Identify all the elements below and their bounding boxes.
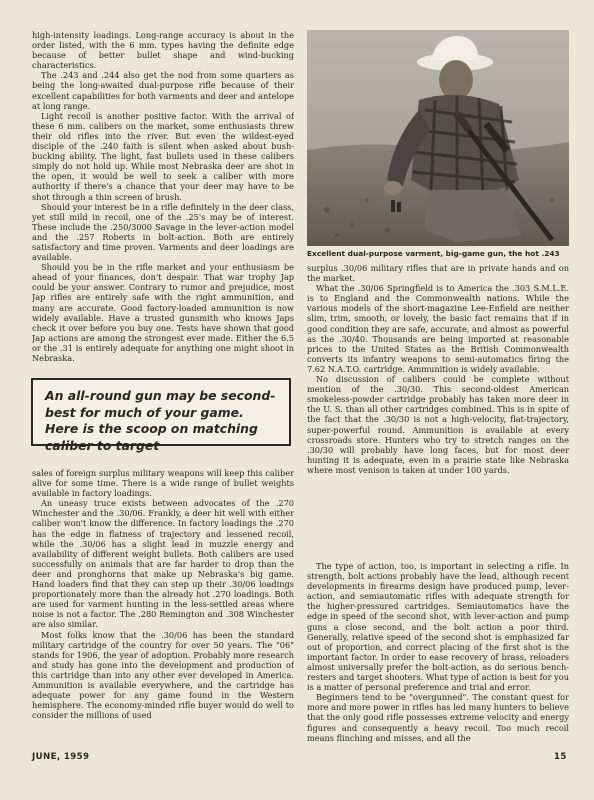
paragraph: surplus .30/06 military rifles that are in private hands and on the market. — [307, 263, 569, 284]
paragraph: The type of action, too, is important in selecting a rifle. In strength, bolt actions probably have the lead, although recent developments in firearms design have produced pump, lever-action, and semiautomatic rifles with adequate strength for the higher-pressured cartridges. Semiautomatics have the edge in speed of the second shot, with lever-action and pump guns a close second, and the bolt action a poor third. Generally, relative speed of the second shot is emphasized far out of proportion, and correct placing of the first shot is the important factor. In order to ease recovery of brass, reloaders almost universally prefer the bolt-action, as do serious bench-resters and target shooters. What type of action is best for you is a matter of personal preference and trial and error. — [307, 561, 569, 693]
paragraph: Light recoil is another positive factor. With the arrival of these 6 mm. calibers on the market, some enthusiasts threw their old rifles into the river. But even the wildest-eyed disciple of the .240 faith is silent when asked about bush-bucking ability. The light, fast bullets used in these calibers simply do not hold up. While most Nebraska deer are shot in the open, it would be well to seek a caliber with more authority if there's a chance that your deer may have to be shot through a thin screen of brush. — [32, 110, 294, 202]
hunter-photo — [307, 30, 569, 246]
pull-quote-box — [31, 378, 291, 453]
right-column-middle — [307, 263, 569, 475]
photo-caption: Excellent dual-purpose varment, big-game gun, the hot .243 — [307, 249, 560, 258]
paragraph: Beginners tend to be "overgunned". The constant quest for more and more power in rifles has led many hunters to believe that the only good rifle possesses extreme velocity and energy figures and consequently a heavy recoil. Too much recoil means flinching and misses, and all the — [307, 692, 569, 743]
left-column-top — [32, 30, 294, 362]
paragraph: What the .30/06 Springfield is to America the .303 S.M.L.E. is to England and the Commonwealth nations. While the various models of the short-magazine Lee-Enfield are neither slim, trim, smooth, or lovely, the basic fact remains that if in good condition they are safe, accurate, and almost as powerful as the .30/40. Thousands are being imported at reasonable prices to the United States as the British Commonwealth converts its infantry weapons to semi-automatics firing the 7.62 N.A.T.O. cartridge. Ammunition is widely available. — [307, 283, 569, 374]
hunter-with-rifle-image — [307, 30, 569, 246]
paragraph: sales of foreign surplus military weapons will keep this caliber alive for some time. There is a wide range of bullet weights available in factory loadings. — [32, 468, 294, 499]
paragraph: high-intensity loadings. Long-range accuracy is about in the order listed, with the 6 mm. types having the definite edge because of better bullet shape and wind-bucking characteristics. — [32, 30, 294, 71]
left-column-bottom — [32, 468, 294, 748]
pull-quote-text: An all-round gun may be second-best for much of your game. Here is the scoop on matching caliber to target — [45, 388, 276, 453]
paragraph: An uneasy truce exists between advocates of the .270 Winchester and the .30/06. Frankly, a deer hit well with either caliber won't know the difference. In factory loadings the .270 has the edge in flatness of trajectory and lessened recoil, while the .30/06 has a slight lead in muzzle energy and availability of different weight bullets. Both calibers are used successfully on animals that are far harder to drop than the deer and pronghorns that make up Nebraska's big game. Hand loaders find that they can step up their .30/06 loadings proportionately more than the already hot .270 loadings. Both are used for varment hunting in the less-settled areas where noise is not a factor. The .280 Remington and .308 Winchester are also similar. — [32, 498, 294, 630]
issue-date: JUNE, 1959 — [32, 752, 90, 762]
paragraph: Should your interest be in a rifle definitely in the deer class, yet still mild in recoil, one of the .25's may be of interest. These include the .250/3000 Savage in the lever-action model and the .257 Roberts in bolt-action. Both are entirely satisfactory and time proven. Varments and deer loadings are available. — [32, 201, 294, 263]
paragraph: The .243 and .244 also get the nod from some quarters as being the long-awaited dual-purpose rifle because of their excellent capabilities for both varments and deer and antelope at long range. — [32, 70, 294, 111]
paragraph: Should you be in the rifle market and your enthusiasm be ahead of your finances, don't despair. That war trophy Jap could be your answer. Contrary to rumor and prejudice, most Jap rifles are entirely safe with the right ammunition, and many are accurate. Good factory-loaded ammunition is now widely available. Have a trusted gunsmith who knows Japs check it over before you buy one. Tests have shown that good Jap actions are among the strongest ever made. Either the 6.5 or the .31 is entirely adequate for anything one might shoot in Nebraska. — [32, 262, 294, 362]
paragraph: No discussion of calibers could be complete without mention of the .30/30. This second-oldest American smokeless-powder cartridge probably has taken more deer in the U. S. than all other cartridges combined. This is in spite of the fact that the .30/30 is not a high-velocity, flat-trajectory, super-powerful round. Ammunition is available at every crossroads store. Hunters who try to stretch ranges on the .30/30 will probably have long faces, but for most deer hunting it is adequate, even in a prairie state like Nebraska where most venison is taken at under 100 yards. — [307, 374, 569, 475]
right-column-bottom — [307, 561, 569, 751]
paragraph: Most folks know that the .30/06 has been the standard military cartridge of the country for over 50 years. The "06" stands for 1906, the year of adoption. Probably more research and study has gone into the development and production of this cartridge than into any other ever developed in America. Ammunition is available everywhere, and the cartridge has adequate power for any game found in the Western hemisphere. The economy-minded rifle buyer would do well to consider the millions of used — [32, 629, 294, 721]
page-number: 15 — [554, 752, 567, 762]
